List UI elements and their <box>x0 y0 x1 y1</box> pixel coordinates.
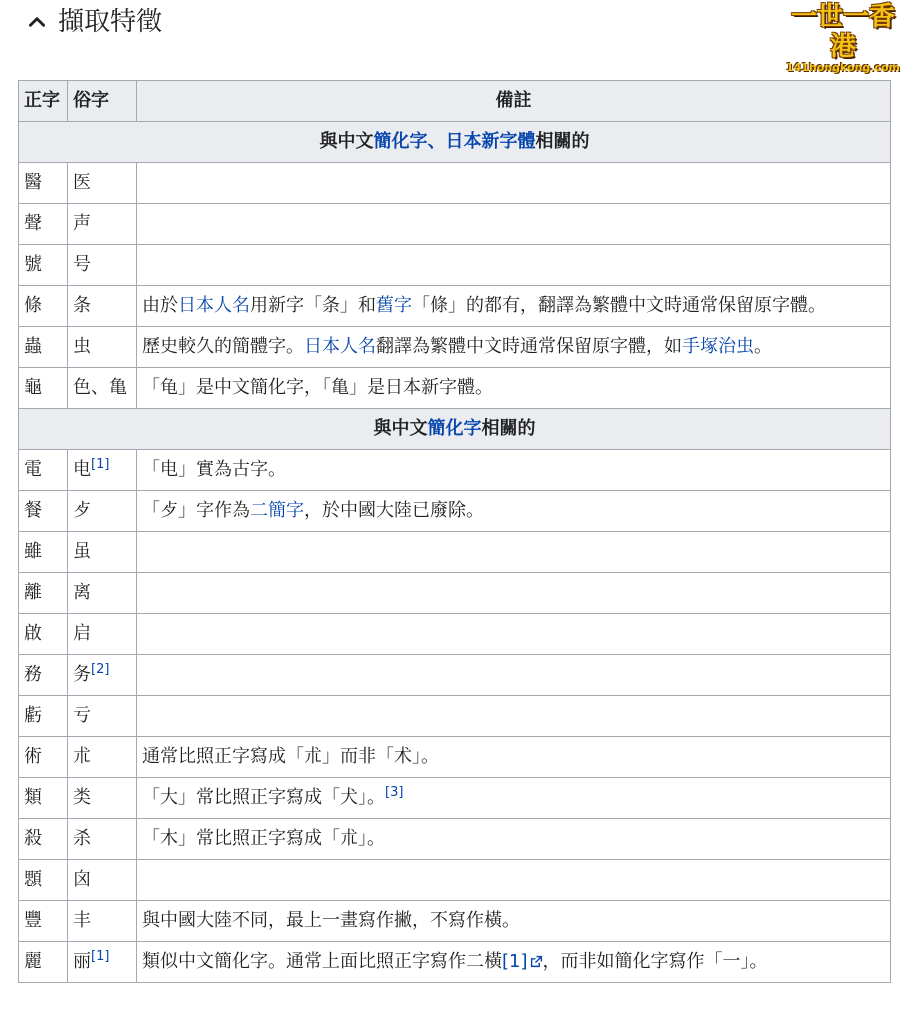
note-cell <box>137 286 891 327</box>
vulgar-char-cell <box>68 573 137 614</box>
note-link[interactable]: 二簡字 <box>250 500 304 521</box>
link-simplified-chars[interactable]: 簡化字 <box>427 418 482 439</box>
note-cell <box>137 491 891 532</box>
orthodox-char: 虧 <box>19 696 68 737</box>
note-text: 用新字「条」和 <box>250 295 376 316</box>
orthodox-char: 離 <box>19 573 68 614</box>
note-text: 「木」常比照正字寫成「朮」。 <box>142 828 385 849</box>
footnote-link[interactable]: [3] <box>385 785 404 800</box>
section-title: 擷取特徵 <box>58 7 163 37</box>
orthodox-char: 殺 <box>19 819 68 860</box>
section-row-1 <box>19 122 891 163</box>
chevron-up-icon <box>26 11 48 33</box>
note-link[interactable]: 日本人名 <box>178 295 250 316</box>
table-row <box>19 942 891 983</box>
note-text: 翻譯為繁體中文時通常保留原字體，如 <box>376 336 682 357</box>
note-cell <box>137 901 891 942</box>
table-row <box>19 655 891 696</box>
table-row <box>19 573 891 614</box>
section-text: 相關的 <box>481 418 536 439</box>
variant-characters-table <box>18 80 891 983</box>
orthodox-char: 顋 <box>19 860 68 901</box>
note-text: 「歺」字作為 <box>142 500 250 521</box>
note-text: 「电」實為古字。 <box>142 459 286 480</box>
vulgar-char: 条 <box>73 295 91 316</box>
section-text: 與中文 <box>319 131 374 152</box>
vulgar-char-cell <box>68 778 137 819</box>
table-row <box>19 491 891 532</box>
note-text: ，於中國大陸已廢除。 <box>304 500 484 521</box>
section-row-2 <box>19 409 891 450</box>
vulgar-char-cell <box>68 901 137 942</box>
vulgar-char: 医 <box>73 172 91 193</box>
note-text: 「條」的都有，翻譯為繁體中文時通常保留原字體。 <box>412 295 826 316</box>
vulgar-char: 杀 <box>73 828 91 849</box>
note-text: 「大」常比照正字寫成「犬」。 <box>142 787 385 808</box>
vulgar-char: 虫 <box>73 336 91 357</box>
section-text: 相關的 <box>535 131 590 152</box>
link-shinjitai[interactable]: 日本新字體 <box>445 131 536 152</box>
note-text: 歷史較久的簡體字。 <box>142 336 304 357</box>
section-header <box>0 0 907 74</box>
header-notes: 備註 <box>137 81 891 122</box>
note-text: 類似中文簡化字。通常上面比照正字寫作二橫 <box>142 951 502 972</box>
table-row <box>19 614 891 655</box>
orthodox-char: 條 <box>19 286 68 327</box>
footnote-link[interactable]: [1] <box>91 949 110 964</box>
orthodox-char: 類 <box>19 778 68 819</box>
table-row <box>19 532 891 573</box>
vulgar-char: 虽 <box>73 541 91 562</box>
table-row <box>19 286 891 327</box>
orthodox-char: 術 <box>19 737 68 778</box>
table-row <box>19 450 891 491</box>
note-cell <box>137 860 891 901</box>
logo-main-text: 一世一香港 <box>790 2 895 62</box>
orthodox-char: 醫 <box>19 163 68 204</box>
note-text: 通常比照正字寫成「朮」而非「术」。 <box>142 746 439 767</box>
table-row <box>19 778 891 819</box>
note-cell <box>137 696 891 737</box>
vulgar-char-cell <box>68 163 137 204</box>
table-header-row <box>19 81 891 122</box>
note-cell <box>137 245 891 286</box>
vulgar-char: 朮 <box>73 746 91 767</box>
note-cell <box>137 819 891 860</box>
orthodox-char: 豐 <box>19 901 68 942</box>
orthodox-char: 務 <box>19 655 68 696</box>
note-cell <box>137 942 891 983</box>
footnote-link[interactable]: [2] <box>91 662 110 677</box>
section-collapse-toggle[interactable] <box>26 8 162 36</box>
logo-sub-text: 141hongkong.com <box>785 61 901 74</box>
vulgar-char-cell <box>68 737 137 778</box>
vulgar-char-cell <box>68 491 137 532</box>
vulgar-char: 电 <box>73 459 91 480</box>
vulgar-char-cell <box>68 204 137 245</box>
vulgar-char: 丽 <box>73 951 91 972</box>
note-link[interactable]: 日本人名 <box>304 336 376 357</box>
vulgar-char-cell <box>68 327 137 368</box>
table-row <box>19 163 891 204</box>
table-row <box>19 819 891 860</box>
note-cell <box>137 573 891 614</box>
table-row <box>19 901 891 942</box>
table-row <box>19 860 891 901</box>
vulgar-char: 务 <box>73 664 91 685</box>
section-heading-2 <box>19 409 891 450</box>
note-cell <box>137 204 891 245</box>
table-row <box>19 245 891 286</box>
footnote-link[interactable]: [1] <box>91 457 110 472</box>
note-cell <box>137 737 891 778</box>
vulgar-char: 丰 <box>73 910 91 931</box>
note-cell <box>137 532 891 573</box>
table-row <box>19 696 891 737</box>
note-cell <box>137 327 891 368</box>
header-orthodox: 正字 <box>19 81 68 122</box>
note-text: 由於 <box>142 295 178 316</box>
note-text: ，而非如簡化字寫作「一」。 <box>542 951 768 972</box>
vulgar-char-cell <box>68 655 137 696</box>
vulgar-char-cell <box>68 450 137 491</box>
note-cell <box>137 614 891 655</box>
table-body <box>19 122 891 983</box>
vulgar-char-cell <box>68 942 137 983</box>
orthodox-char: 龜 <box>19 368 68 409</box>
vulgar-char-cell <box>68 286 137 327</box>
note-cell <box>137 368 891 409</box>
orthodox-char: 雖 <box>19 532 68 573</box>
note-link[interactable]: [1] <box>502 951 528 972</box>
vulgar-char: 离 <box>73 582 91 603</box>
vulgar-char-cell <box>68 532 137 573</box>
note-cell <box>137 778 891 819</box>
vulgar-char: 囟 <box>73 869 91 890</box>
vulgar-char: 启 <box>73 623 91 644</box>
note-text: 。 <box>754 336 772 357</box>
footnote-ref[interactable] <box>91 457 109 472</box>
orthodox-char: 電 <box>19 450 68 491</box>
vulgar-char-cell <box>68 245 137 286</box>
link-simplified-chars[interactable]: 簡化字 <box>373 131 428 152</box>
note-text: 與中國大陸不同，最上一畫寫作撇，不寫作橫。 <box>142 910 520 931</box>
section-separator: 、 <box>427 131 446 152</box>
vulgar-char-cell <box>68 368 137 409</box>
note-cell <box>137 655 891 696</box>
section-heading-1 <box>19 122 891 163</box>
site-logo <box>782 2 904 74</box>
vulgar-char: 色、亀 <box>73 377 127 398</box>
orthodox-char: 聲 <box>19 204 68 245</box>
vulgar-char-cell <box>68 860 137 901</box>
orthodox-char: 啟 <box>19 614 68 655</box>
vulgar-char-cell <box>68 614 137 655</box>
note-cell <box>137 163 891 204</box>
table-row <box>19 327 891 368</box>
orthodox-char: 麗 <box>19 942 68 983</box>
vulgar-char-cell <box>68 696 137 737</box>
vulgar-char-cell <box>68 819 137 860</box>
vulgar-char: 歺 <box>73 500 91 521</box>
section-text: 與中文 <box>373 418 428 439</box>
table-row <box>19 368 891 409</box>
footnote-ref[interactable] <box>91 662 109 677</box>
footnote-ref[interactable] <box>385 785 403 800</box>
vulgar-char: 声 <box>73 213 91 234</box>
note-link[interactable]: 舊字 <box>376 295 412 316</box>
vulgar-char: 号 <box>73 254 91 275</box>
footnote-ref[interactable] <box>91 949 109 964</box>
note-text: 「龟」是中文簡化字，「亀」是日本新字體。 <box>142 377 493 398</box>
orthodox-char: 蟲 <box>19 327 68 368</box>
table-row <box>19 737 891 778</box>
orthodox-char: 餐 <box>19 491 68 532</box>
orthodox-char: 號 <box>19 245 68 286</box>
external-link-icon <box>530 955 543 968</box>
table-row <box>19 204 891 245</box>
header-vulgar: 俗字 <box>68 81 137 122</box>
note-cell <box>137 450 891 491</box>
note-link[interactable]: 手塚治虫 <box>682 336 754 357</box>
vulgar-char: 亏 <box>73 705 91 726</box>
vulgar-char: 类 <box>73 787 91 808</box>
